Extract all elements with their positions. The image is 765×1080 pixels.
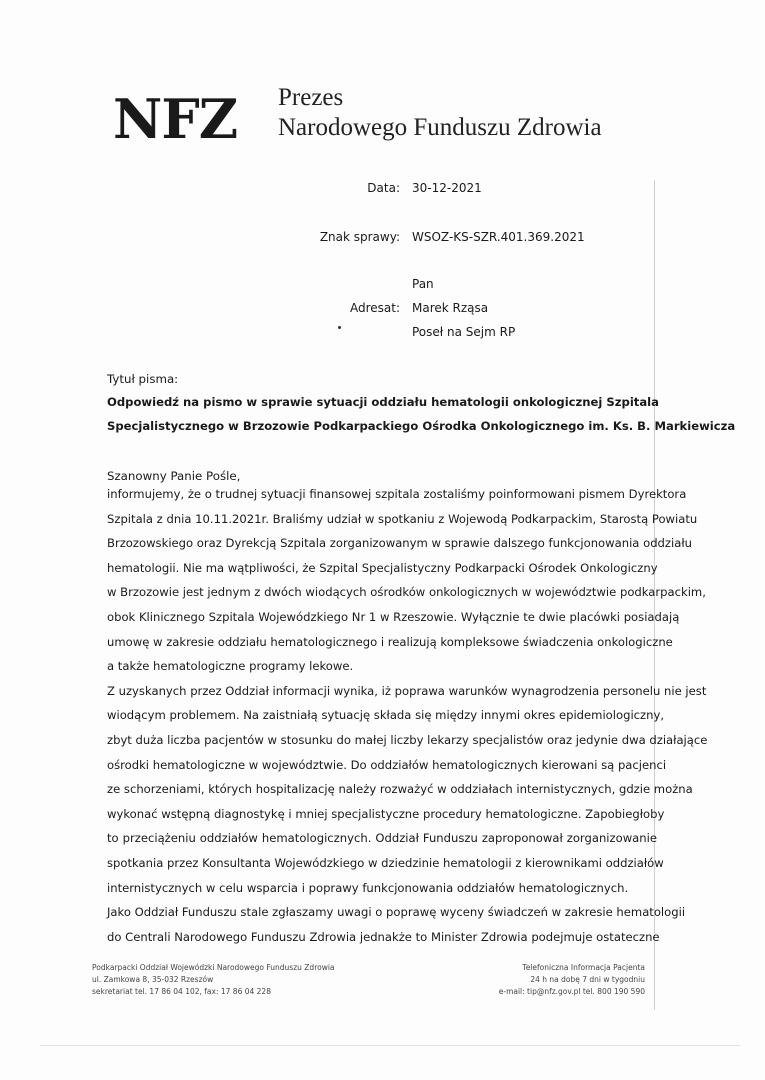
body-line: informujemy, że o trudnej sytuacji finansowej szpitala zostaliśmy poinformowani pismem Dyrektora <box>107 487 687 501</box>
addressee-line-1: Pan <box>412 277 434 291</box>
body-line: umowę w zakresie oddziału hematologicznego i realizują kompleksowe świadczenia onkologiczne <box>107 634 673 649</box>
scan-dot <box>338 326 341 329</box>
body-line: internistycznych w celu wsparcia i poprawy funkcjonowania oddziałów hematologicznych. <box>107 880 629 895</box>
subject-line: Specjalistycznego w Brzozowie Podkarpackiego Ośrodka Onkologicznego im. Ks. B. Markiewicza <box>107 419 736 433</box>
footer-right-line: 24 h na dobę 7 dni w tygodniu <box>530 975 645 984</box>
subject-text <box>107 393 736 441</box>
body-line: ośrodki hematologiczne w województwie. Do oddziałów hematologicznych kierowani są pacjenci <box>107 757 667 772</box>
addressee-line-3: Poseł na Sejm RP <box>412 325 516 339</box>
scan-bottom-line <box>40 1045 740 1046</box>
date-label: Data: <box>367 181 400 195</box>
case-number-label: Znak sprawy: <box>319 230 400 244</box>
header-title-line1: Prezes <box>278 84 344 111</box>
body-line: Jako Oddział Funduszu stale zgłaszamy uwagi o poprawę wyceny świadczeń w zakresie hematologii <box>107 905 686 920</box>
nfz-logo: NFZ <box>113 87 238 151</box>
footer-office-address <box>92 962 335 998</box>
case-number-value: WSOZ-KS-SZR.401.369.2021 <box>412 230 585 244</box>
body-line: ze schorzeniami, których hospitalizację należy rozważyć w oddziałach internistycznych, gdzie można <box>107 782 693 797</box>
body-line: Z uzyskanych przez Oddział informacji wynika, iż poprawa warunków wynagrodzenia personelu nie jest <box>107 683 707 698</box>
body-line: obok Klinicznego Szpitala Wojewódzkiego Nr 1 w Rzeszowie. Wyłącznie te dwie placówki posiadają <box>107 609 680 624</box>
footer-left-line: sekretariat tel. 17 86 04 102, fax: 17 86 04 228 <box>92 987 271 996</box>
header-title-line2: Narodowego Funduszu Zdrowia <box>278 114 602 141</box>
footer-left-line: Podkarpacki Oddział Wojewódzki Narodowego Funduszu Zdrowia <box>92 963 335 972</box>
addressee-label: Adresat: <box>349 301 400 315</box>
date-value: 30-12-2021 <box>412 181 482 195</box>
greeting: Szanowny Panie Pośle, <box>107 469 241 483</box>
body-line: to przeciążeniu oddziałów hematologicznych. Oddział Funduszu zaproponował zorganizowanie <box>107 831 657 846</box>
letter-body <box>107 485 708 952</box>
footer-patient-info <box>460 962 645 998</box>
footer-right-line: Telefoniczna Informacja Pacjenta <box>522 963 645 972</box>
body-line: a także hematologiczne programy lekowe. <box>107 659 354 674</box>
footer-left-line: ul. Zamkowa 8, 35-032 Rzeszów <box>92 975 214 984</box>
body-line: Szpitala z dnia 10.11.2021r. Braliśmy udział w spotkaniu z Wojewodą Podkarpackim, Starostą Powiatu <box>107 511 698 526</box>
subject-label: Tytuł pisma: <box>107 372 179 386</box>
body-line: wiodącym problemem. Na zaistniałą sytuację składa się między innymi okres epidemiologiczny, <box>107 708 665 723</box>
addressee-line-2: Marek Rząsa <box>412 301 489 315</box>
body-line: hematologii. Nie ma wątpliwości, że Szpital Specjalistyczny Podkarpacki Ośrodek Onkologiczny <box>107 560 658 575</box>
subject-line: Odpowiedź na pismo w sprawie sytuacji oddziału hematologii onkologicznej Szpitala <box>107 395 659 409</box>
body-line: spotkania przez Konsultanta Wojewódzkiego w dziedzinie hematologii z kierownikami oddziałów <box>107 855 664 870</box>
body-line: Brzozowskiego oraz Dyrekcją Szpitala zorganizowanym w sprawie dalszego funkcjonowania oddziału <box>107 536 692 551</box>
body-line: do Centrali Narodowego Funduszu Zdrowia jednakże to Minister Zdrowia podejmuje ostateczne <box>107 929 660 944</box>
body-line: w Brzozowie jest jednym z dwóch wiodących ośrodków onkologicznych w województwie podkarpackim, <box>107 585 706 600</box>
footer-right-line: e-mail: tip@nfz.gov.pl tel. 800 190 590 <box>498 987 645 996</box>
body-line: wykonać wstępną diagnostykę i mniej specjalistyczne procedury hematologiczne. Zapobiegłoby <box>107 806 665 821</box>
body-line: zbyt duża liczba pacjentów w stosunku do małej liczby lekarzy specjalistów oraz jedynie dwa działające <box>107 732 708 747</box>
